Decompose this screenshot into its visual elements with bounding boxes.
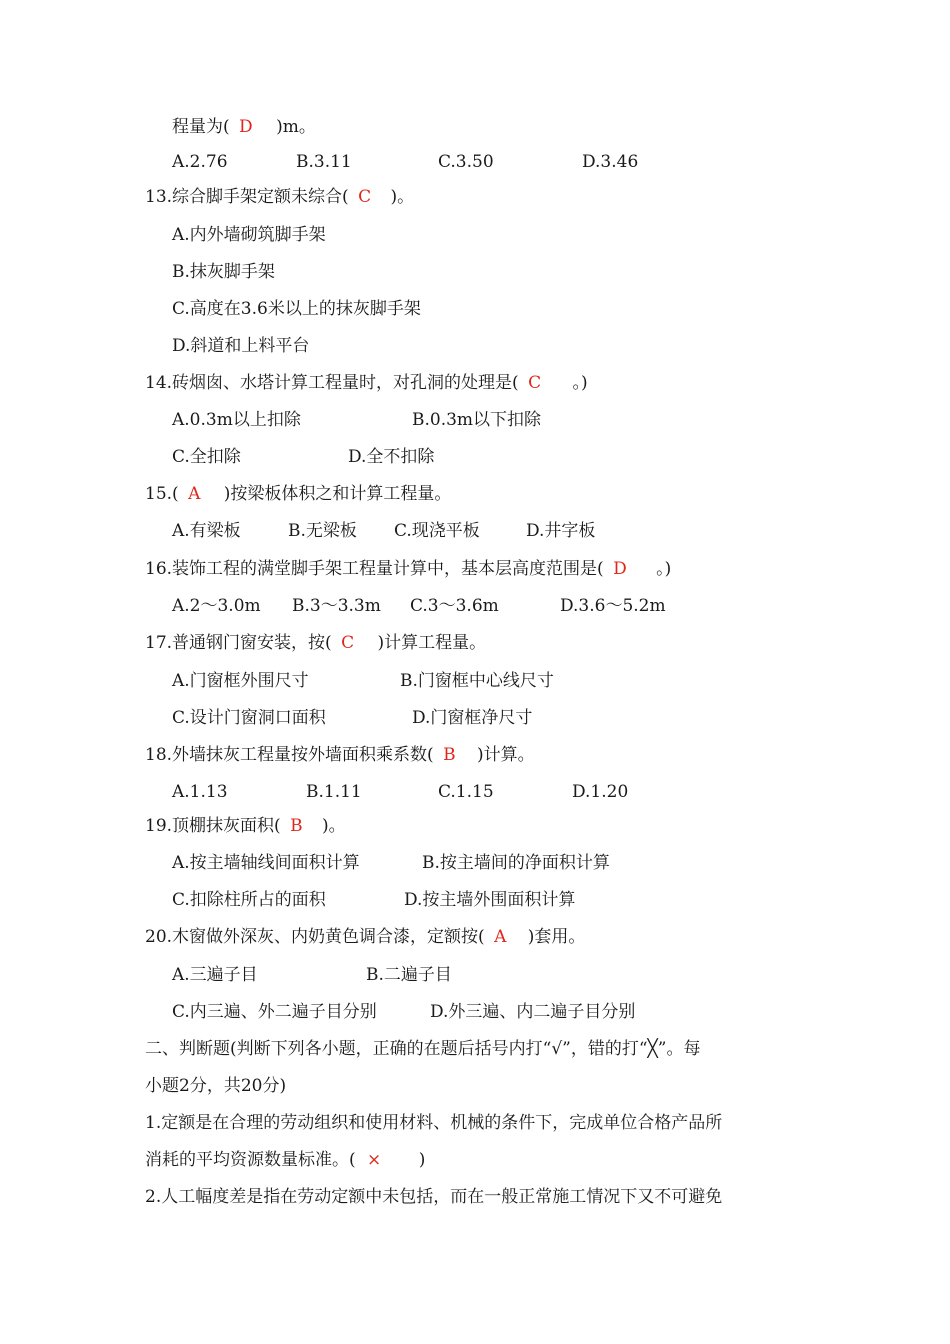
q17-option-a: A.门窗框外围尺寸 — [172, 671, 309, 691]
q14-stem-text: 14.砖烟囱、水塔计算工程量时，对孔洞的处理是( — [145, 373, 519, 393]
tf1-line1: 1.定额是在合理的劳动组织和使用材料、机械的条件下，完成单位合格产品所 — [145, 1113, 723, 1133]
q18-stem — [145, 744, 535, 766]
section2-heading-line1: 二、判断题(判断下列各小题，正确的在题后括号内打“√”，错的打“╳”。每 — [145, 1039, 701, 1059]
q13-answer: C — [358, 187, 372, 207]
q14-stem-end: 。) — [572, 373, 588, 393]
q19-options-row1 — [172, 852, 872, 874]
q18-option-a: A.1.13 — [172, 782, 228, 802]
q19-stem-text: 19.顶棚抹灰面积( — [145, 816, 281, 836]
q18-options — [172, 781, 872, 803]
q17-stem-end: )计算工程量。 — [377, 633, 487, 653]
q13-option-b: B.抹灰脚手架 — [172, 262, 275, 282]
q15-option-a: A.有梁板 — [172, 521, 241, 541]
tf1-line2 — [145, 1149, 425, 1171]
q15-stem-text: 15.( — [145, 484, 179, 504]
q16-options — [172, 595, 872, 617]
q15-stem — [145, 483, 451, 505]
tf1-line2-end: ) — [418, 1150, 426, 1170]
q18-option-c: C.1.15 — [438, 782, 494, 802]
q14-options-row1 — [172, 409, 872, 431]
q19-option-a: A.按主墙轴线间面积计算 — [172, 853, 360, 873]
q12-answer: D — [239, 117, 253, 137]
q15-stem-end: )按梁板体积之和计算工程量。 — [223, 484, 452, 504]
q20-options-row2 — [172, 1001, 872, 1023]
q16-option-a: A.2～3.0m — [172, 596, 261, 616]
q17-options-row1 — [172, 670, 872, 692]
tf1-line2-text: 消耗的平均资源数量标准。( — [145, 1150, 356, 1170]
q12-option-c: C.3.50 — [438, 152, 494, 172]
q12-options — [172, 151, 872, 173]
q12-option-a: A.2.76 — [172, 152, 228, 172]
q19-option-b: B.按主墙间的净面积计算 — [422, 853, 610, 873]
q20-option-b: B.二遍子目 — [366, 965, 452, 985]
q20-options-row1 — [172, 964, 872, 986]
q12-stem-text: 程量为( — [172, 117, 230, 137]
q16-option-d: D.3.6～5.2m — [560, 596, 666, 616]
q19-answer: B — [290, 816, 303, 836]
q16-option-b: B.3～3.3m — [292, 596, 381, 616]
q19-option-c: C.扣除柱所占的面积 — [172, 890, 326, 910]
q12-option-d: D.3.46 — [582, 152, 639, 172]
q17-option-b: B.门窗框中心线尺寸 — [400, 671, 554, 691]
q18-stem-text: 18.外墙抹灰工程量按外墙面积乘系数( — [145, 745, 434, 765]
q17-stem — [145, 632, 486, 654]
q16-stem-end: 。) — [656, 559, 672, 579]
q20-option-c: C.内三遍、外二遍子目分别 — [172, 1002, 377, 1022]
tf2-line1: 2.人工幅度差是指在劳动定额中未包括，而在一般正常施工情况下又不可避免 — [145, 1187, 723, 1207]
q19-option-d: D.按主墙外围面积计算 — [404, 890, 576, 910]
q15-option-d: D.井字板 — [526, 521, 596, 541]
q16-option-c: C.3～3.6m — [410, 596, 499, 616]
q15-option-b: B.无梁板 — [288, 521, 357, 541]
q16-answer: D — [613, 559, 627, 579]
q20-stem-end: )套用。 — [527, 927, 586, 947]
q15-answer: A — [188, 484, 201, 504]
q14-stem — [145, 372, 588, 394]
q17-options-row2 — [172, 707, 872, 729]
q18-option-d: D.1.20 — [572, 782, 629, 802]
q18-answer: B — [443, 745, 456, 765]
tf1-answer: × — [367, 1150, 382, 1170]
q13-option-d: D.斜道和上料平台 — [172, 336, 310, 356]
q12-stem — [172, 116, 316, 138]
q19-stem — [145, 815, 346, 837]
q14-answer: C — [528, 373, 542, 393]
q20-answer: A — [494, 927, 507, 947]
q13-stem-end: )。 — [390, 187, 415, 207]
q20-stem — [145, 926, 585, 948]
q13-stem-text: 13.综合脚手架定额未综合( — [145, 187, 349, 207]
q17-stem-text: 17.普通钢门窗安装，按( — [145, 633, 332, 653]
q20-option-a: A.三遍子目 — [172, 965, 258, 985]
q16-stem — [145, 558, 671, 580]
q17-option-c: C.设计门窗洞口面积 — [172, 708, 326, 728]
section2-heading-line2: 小题2分，共20分) — [145, 1076, 287, 1096]
q20-stem-text: 20.木窗做外深灰、内奶黄色调合漆，定额按( — [145, 927, 485, 947]
q12-option-b: B.3.11 — [296, 152, 352, 172]
q15-option-c: C.现浇平板 — [394, 521, 480, 541]
q16-stem-text: 16.装饰工程的满堂脚手架工程量计算中，基本层高度范围是( — [145, 559, 604, 579]
q14-option-b: B.0.3m以下扣除 — [412, 410, 542, 430]
q14-options-row2 — [172, 446, 872, 468]
q12-stem-end: )m。 — [276, 117, 316, 137]
q17-answer: C — [341, 633, 355, 653]
q20-option-d: D.外三遍、内二遍子目分别 — [430, 1002, 636, 1022]
q19-options-row2 — [172, 889, 872, 911]
q17-option-d: D.门窗框净尺寸 — [412, 708, 533, 728]
q15-options — [172, 520, 872, 542]
q18-stem-end: )计算。 — [476, 745, 535, 765]
q14-option-d: D.全不扣除 — [348, 447, 435, 467]
q13-option-c: C.高度在3.6米以上的抹灰脚手架 — [172, 299, 421, 319]
q19-stem-end: )。 — [321, 816, 346, 836]
q13-stem — [145, 186, 414, 208]
q14-option-a: A.0.3m以上扣除 — [172, 410, 301, 430]
q18-option-b: B.1.11 — [306, 782, 362, 802]
q14-option-c: C.全扣除 — [172, 447, 241, 467]
q13-option-a: A.内外墙砌筑脚手架 — [172, 225, 326, 245]
